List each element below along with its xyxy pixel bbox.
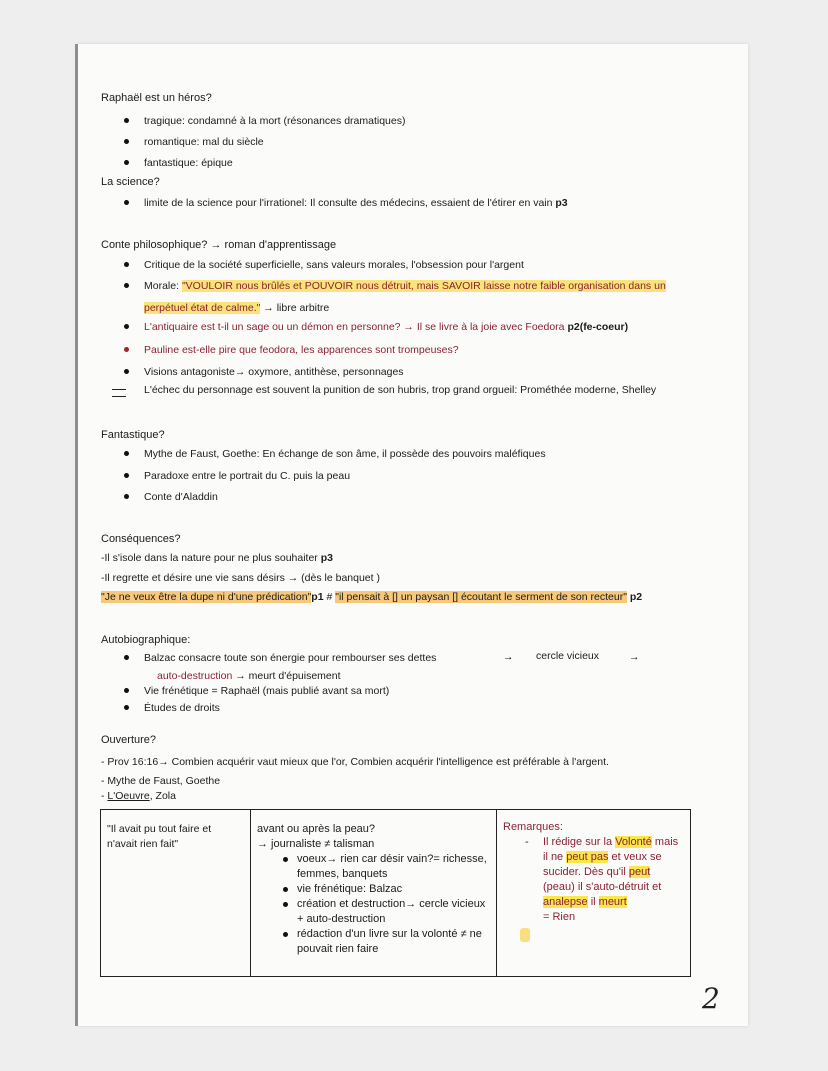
conte-antiquaire-text: L'antiquaire est t-il un sage ou un démon en personne? → Il se livre à la joie avec Foedora — [144, 321, 568, 333]
quote-paysan: "il pensait à [] un paysan [] écoutant le serment de son recteur" — [335, 591, 627, 603]
science-item-ref: p3 — [555, 197, 568, 209]
remarks-title: Remarques: — [503, 821, 563, 833]
rem-text-a: Il rédige sur la — [543, 836, 616, 848]
conte-morale — [144, 279, 666, 293]
rem-meurt: meurt — [598, 896, 627, 908]
autobio-arrow-1: → — [503, 651, 514, 663]
autobio-auto-destruction — [157, 669, 341, 683]
rem-text-b: mais il ne — [543, 836, 679, 863]
conte-antiquaire — [144, 320, 628, 334]
page-number: 2 — [702, 982, 720, 1015]
highlighter-blot — [520, 928, 530, 942]
quote-paysan-ref: p2 — [626, 591, 643, 603]
conte-morale-label: Morale: — [144, 280, 182, 292]
fantastique-faust: Mythe de Faust, Goethe: En échange de son âme, il possède des pouvoirs maléfiques — [144, 448, 546, 460]
ouverture-prov: - Prov 16:16→ Combien acquérir vaut mieux que l'or, Combien acquérir l'intelligence est préférable à l'argent. — [101, 756, 609, 768]
conte-pauline: Pauline est-elle pire que feodora, les apparences sont trompeuses? — [144, 344, 459, 356]
section-consequences-heading: Conséquences? — [101, 533, 181, 545]
rem-text-c: et veux se sucider. Dès qu'il — [543, 851, 662, 878]
table-peau-item-voeux: voeux→ rien car désir vain?= richesse, femmes, banquets — [297, 852, 490, 882]
hero-item-fantastique: fantastique: épique — [144, 157, 233, 169]
consequences-line1-ref: p3 — [320, 552, 333, 564]
ouverture-oeuvre — [101, 789, 176, 803]
table-cell-peau — [251, 810, 497, 977]
conte-morale-tail: → libre arbitre — [260, 302, 330, 314]
consequences-line1 — [101, 551, 333, 565]
section-science-heading: La science? — [101, 176, 160, 188]
fantastique-paradoxe: Paradoxe entre le portrait du C. puis la peau — [144, 470, 351, 482]
rem-analepse: analepse — [543, 896, 588, 908]
summary-table — [100, 809, 691, 977]
conte-morale-quote-line2: perpétuel état de calme." — [144, 302, 261, 314]
section-autobio-heading: Autobiographique: — [101, 634, 191, 646]
hero-item-romantique: romantique: mal du siècle — [144, 136, 264, 148]
conte-antiquaire-ref: p2(fe-coeur) — [567, 321, 629, 333]
table-peau-title: avant ou après la peau? — [257, 823, 376, 835]
conte-visions: Visions antagoniste→ oxymore, antithèse, personnages — [144, 366, 404, 378]
ouverture-oeuvre-title: L'Oeuvre — [107, 790, 150, 802]
science-item-text: limite de la science pour l'irrationel: Il consulte des médecins, essaient de l'étirer en vain — [144, 197, 556, 209]
equals-sign-mark — [112, 389, 126, 397]
remarks-list — [503, 835, 684, 925]
conte-morale-quote-line1: "VOULOIR nous brûlés et POUVOIR nous détruit, mais SAVOIR laisse notre faible organisation dans un — [181, 280, 666, 292]
rem-text-e: il — [587, 896, 599, 908]
conte-critique: Critique de la société superficielle, sans valeurs morales, l'obsession pour l'argent — [144, 259, 524, 271]
table-peau-item-vie: vie frénétique: Balzac — [297, 882, 490, 897]
autobio-etudes: Études de droits — [144, 702, 220, 714]
remarks-item — [543, 835, 684, 925]
autobio-cercle-vicieux: cercle vicieux — [536, 650, 600, 662]
consequences-line2: -Il regrette et désire une vie sans désirs → (dès le banquet ) — [101, 572, 380, 584]
table-quote-text: "Il avait pu tout faire et n'avait rien fait" — [107, 823, 212, 850]
ouverture-faust: - Mythe de Faust, Goethe — [101, 775, 221, 787]
quote-predication-ref: p1 — [311, 591, 324, 603]
consequences-line1-text: -Il s'isole dans la nature pour ne plus souhaiter — [101, 552, 321, 564]
table-peau-item-redaction: rédaction d'un livre sur la volonté ≠ ne pouvait rien faire — [297, 927, 490, 957]
autobio-vie: Vie frénétique = Raphaël (mais publié avant sa mort) — [144, 685, 390, 697]
fantastique-aladdin: Conte d'Aladdin — [144, 491, 218, 503]
rem-peut: peut — [628, 866, 651, 878]
conte-echec: L'échec du personnage est souvent la punition de son hubris, trop grand orgueil: Prométhée moderne, Shelley — [144, 384, 657, 396]
hero-item-tragique: tragique: condamné à la mort (résonances dramatiques) — [144, 115, 406, 127]
section-conte-heading: Conte philosophique? → roman d'apprentissage — [101, 239, 337, 251]
rem-peut-pas: peut pas — [566, 851, 609, 863]
table-cell-remarques — [497, 810, 691, 977]
table-peau-list — [257, 852, 490, 957]
autobio-arrow-2: → — [629, 651, 640, 663]
autobio-meurt: → meurt d'épuisement — [232, 670, 341, 682]
rem-volonte: Volonté — [615, 836, 652, 848]
ouverture-oeuvre-suffix: , Zola — [149, 790, 176, 802]
rem-rien: = Rien — [543, 911, 576, 923]
autobio-auto-destruction-word: auto-destruction — [157, 670, 233, 682]
autobio-balzac: Balzac consacre toute son énergie pour rembourser ses dettes — [144, 652, 437, 664]
science-item — [144, 196, 568, 210]
table-cell-quote — [101, 810, 251, 977]
ouverture-oeuvre-prefix: - — [101, 790, 108, 802]
conte-morale-continued — [144, 301, 329, 315]
section-hero-heading: Raphaël est un héros? — [101, 92, 212, 104]
section-fantastique-heading: Fantastique? — [101, 429, 165, 441]
consequences-quotes — [101, 590, 642, 604]
rem-text-d: (peau) il s'auto-détruit et — [543, 881, 662, 893]
table-peau-item-creation: création et destruction→ cercle vicieux + auto-destruction — [297, 897, 490, 927]
section-ouverture-heading: Ouverture? — [101, 734, 157, 746]
quote-predication: "Je ne veux être la dupe ni d'une prédication" — [101, 591, 312, 603]
quote-separator: # — [323, 591, 336, 603]
table-peau-subtitle: → journaliste ≠ talisman — [257, 838, 375, 850]
